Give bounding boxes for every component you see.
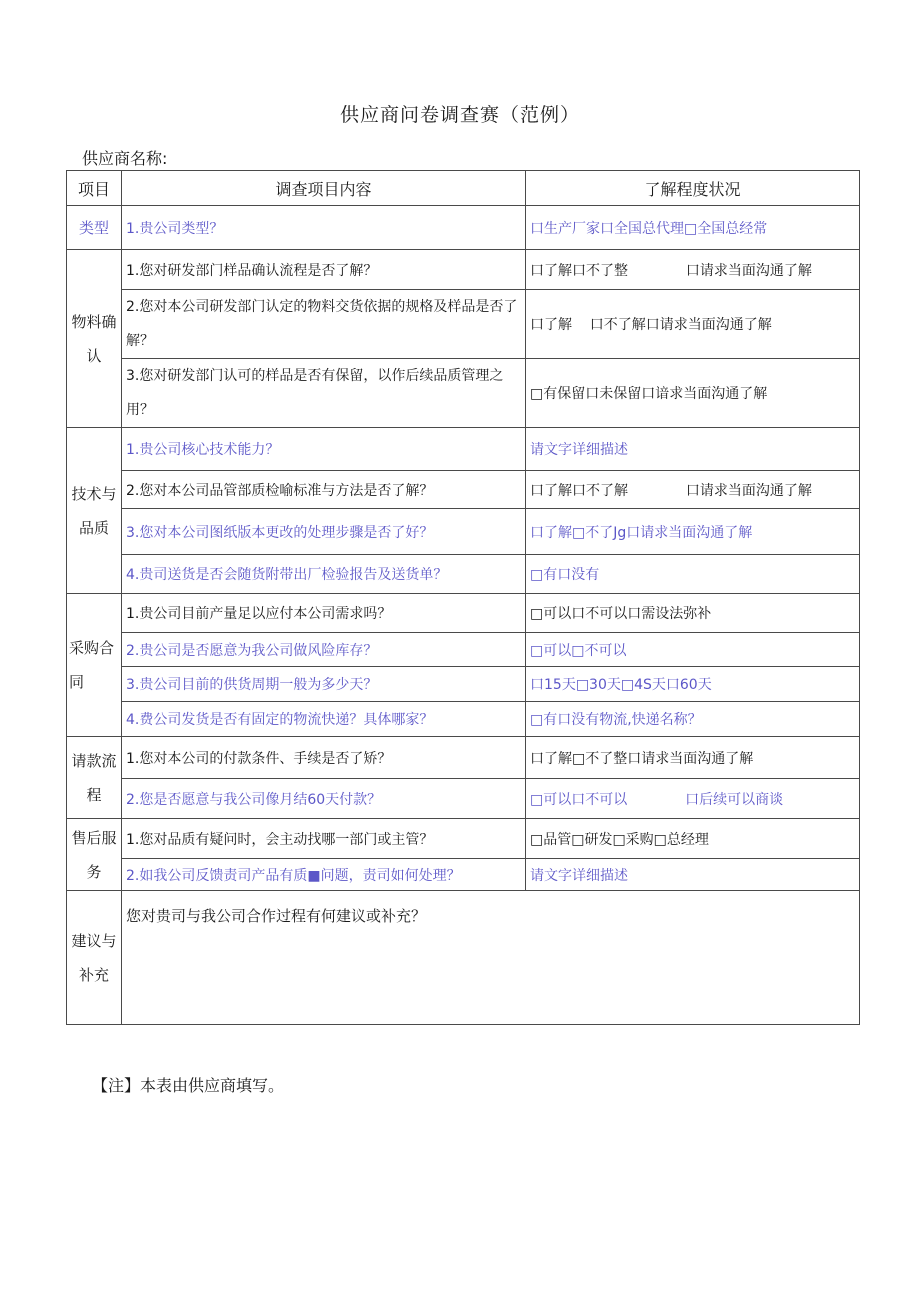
category-payment: 请款流程 (67, 737, 122, 819)
answer-cell[interactable]: 口了解□不了整口请求当面沟通了解 (526, 737, 860, 779)
answer-cell[interactable]: □有口没有物流,快递名称？ (526, 702, 860, 737)
answer-cell[interactable]: □品管□研发□采购□总经理 (526, 819, 860, 859)
answer-cell[interactable]: 口了解□不了Jg口请求当面沟通了解 (526, 509, 860, 555)
question-cell: 1.贵公司类型？ (122, 206, 526, 250)
table-row (67, 594, 860, 633)
table-row (67, 428, 860, 471)
question-cell: 3.贵公司目前的供货周期一般为多少天？ (122, 667, 526, 702)
category-service: 售后服务 (67, 819, 122, 891)
answer-cell[interactable]: 口了解 口不了解口请求当面沟通了解 (526, 290, 860, 359)
question-cell: 2.您对本公司研发部门认定的物料交货依据的规格及样品是否了解？ (122, 290, 526, 359)
answer-cell[interactable]: □可以口不可以 口后续可以商谈 (526, 779, 860, 819)
table-row (67, 737, 860, 779)
question-cell: 1.您对本公司的付款条件、手续是否了矫？ (122, 737, 526, 779)
survey-table (66, 170, 860, 1025)
table-row (67, 509, 860, 555)
answer-cell[interactable]: □可以口不可以口需设法弥补 (526, 594, 860, 633)
table-row (67, 250, 860, 290)
table-row (67, 702, 860, 737)
question-cell: 1.贵公司核心技术能力？ (122, 428, 526, 471)
question-cell: 3.您对本公司图纸版本更改的处理步骤是否了好？ (122, 509, 526, 555)
question-cell: 2.您是否愿意与我公司像月结60天付款？ (122, 779, 526, 819)
suggestion-question[interactable]: 您对贵司与我公司合作过程有何建议或补充？ (122, 891, 860, 1025)
question-cell: 1.您对品质有疑问时，会主动找哪一部门或主管？ (122, 819, 526, 859)
category-purchase: 采购合同 (67, 594, 122, 737)
category-suggestion: 建议与补充 (67, 891, 122, 1025)
category-type: 类型 (67, 206, 122, 250)
answer-cell[interactable]: 口了解口不了解 口请求当面沟通了解 (526, 471, 860, 509)
table-row (67, 555, 860, 594)
table-row (67, 779, 860, 819)
table-row (67, 471, 860, 509)
question-cell: 4.费公司发货是否有固定的物流快递？具体哪家？ (122, 702, 526, 737)
question-cell: 3.您对研发部门认可的样品是否有保留，以作后续品质管理之用？ (122, 359, 526, 428)
answer-cell[interactable]: 请文字详细描述 (526, 428, 860, 471)
answer-cell[interactable]: 请文字详细描述 (526, 859, 860, 891)
category-tech: 技术与品质 (67, 428, 122, 594)
table-row (67, 819, 860, 859)
answer-cell[interactable]: 口15天□30天□4S天口60天 (526, 667, 860, 702)
header-content: 调查项目内容 (122, 171, 526, 206)
header-item: 项目 (67, 171, 122, 206)
table-row (67, 290, 860, 359)
table-row (67, 891, 860, 1025)
question-cell: 1.您对研发部门样品确认流程是否了解？ (122, 250, 526, 290)
answer-cell[interactable]: 口了解口不了整 口请求当面沟通了解 (526, 250, 860, 290)
question-cell: 2.如我公司反馈责司产品有质■问题，责司如何处理？ (122, 859, 526, 891)
table-row (67, 206, 860, 250)
question-cell: 1.贵公司目前产量足以应付本公司需求吗？ (122, 594, 526, 633)
table-row (67, 667, 860, 702)
question-cell: 2.贵公司是否愿意为我公司做风险库存？ (122, 633, 526, 667)
table-row (67, 859, 860, 891)
header-status: 了解程度状况 (526, 171, 860, 206)
table-row (67, 633, 860, 667)
supplier-name-label: 供应商名称: (82, 149, 168, 168)
table-row (67, 359, 860, 428)
answer-cell[interactable]: □有口没有 (526, 555, 860, 594)
question-cell: 4.贵司送货是否会随货附带出厂检验报告及送货单？ (122, 555, 526, 594)
answer-cell[interactable]: □可以□不可以 (526, 633, 860, 667)
footer-note: 【注】本表由供应商填写。 (92, 1076, 285, 1095)
answer-cell[interactable]: 口生产厂家口全国总代理□全国总经常 (526, 206, 860, 250)
answer-cell[interactable]: □有保留口未保留口谙求当面沟通了解 (526, 359, 860, 428)
question-cell: 2.您对本公司品管部质检喻标准与方法是否了解？ (122, 471, 526, 509)
category-material: 物料确认 (67, 250, 122, 428)
table-header-row (67, 171, 860, 206)
page-title: 供应商问卷调查赛（范例） (339, 104, 580, 126)
